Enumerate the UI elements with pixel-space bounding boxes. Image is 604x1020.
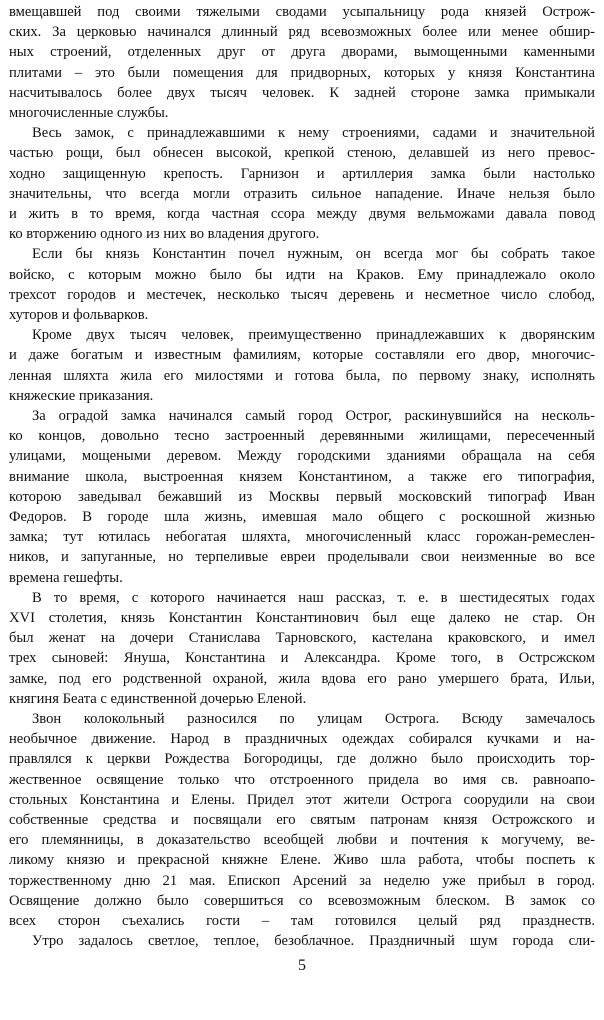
text-line: всех сторон съехались гости – там готовился целый ряд празднеств. xyxy=(9,913,595,929)
text-line: В то время, с которого начинается наш рассказ, т. е. в шестидесятых годах xyxy=(32,589,595,606)
text-line: внимание школа, выстроенная князем Константином, а также его типография, xyxy=(9,468,595,485)
text-line: замка; тут ютилась небогатая шляхта, многочисленный класс горожан-ремеслен- xyxy=(9,529,595,546)
text-line: хуторов и фольварков. xyxy=(9,307,149,323)
text-line: Звон колокольный разносился по улицам Острога. Всюду замечалось xyxy=(32,711,595,727)
text-line: войско, с которым можно было бы идти на Краков. Ему принадлежало около xyxy=(9,266,595,283)
page-number: 5 xyxy=(298,957,306,975)
text-line: княгиня Беата с единственной дочерью Еленой. xyxy=(9,690,307,707)
text-line: насчитывалось более двух тысяч человек. К задней стороне замка примыкали xyxy=(9,84,595,101)
text-line: жественное освящение только что отстроенного придела во имя св. равноапо- xyxy=(9,771,595,788)
text-line: многочисленные службы. xyxy=(9,105,169,121)
text-line: и жить в то время, когда частная ссора между двумя вельможами давала повод xyxy=(9,206,595,222)
text-line: стольных Константина и Елены. Придел этот жители Острога соорудили на свои xyxy=(9,791,595,808)
text-line: торжественному дню 21 мая. Епископ Арсений за неделю уже прибыл в город. xyxy=(9,872,595,889)
text-line: замке, под его родственной охраной, жила вдова его рано умершего брата, Ильи, xyxy=(9,670,595,687)
text-line: Если бы князь Константин почел нужным, он всегда мог бы собрать такое xyxy=(32,246,595,263)
text-line: трехсот городов и местечек, несколько тысяч деревень и несметное число слобод, xyxy=(9,286,595,303)
text-line: Кроме двух тысяч человек, преимущественно принадлежавших к дворянским xyxy=(32,327,595,344)
text-line: времена гешефты. xyxy=(9,569,123,586)
text-line: Освящение должно было совершиться со всевозможным блеском. В замок со xyxy=(9,892,595,909)
text-line: его племянницы, в доказательство всеобщей любви и почтения к могучему, ве- xyxy=(9,832,595,849)
text-line: Федоров. В городе шла жизнь, имевшая мало общего с роскошной жизнью xyxy=(9,509,595,525)
text-line: которою заведывал бежавший из Москвы первый московский типограф Иван xyxy=(9,488,595,505)
text-line: ко вторжению одного из них во владения другого. xyxy=(9,226,320,243)
text-line: За оградой замка начинался самый город Острог, раскинувшийся на несколь- xyxy=(32,408,595,424)
text-line: значительны, что всегда могли отразить сильное нападение. Иначе нельзя было xyxy=(9,185,595,202)
book-page xyxy=(9,0,595,1020)
text-line: XVI столетия, князь Константин Константинович был еще далеко не стар. Он xyxy=(9,610,595,626)
text-line: княжеские приказания. xyxy=(9,387,154,404)
text-line: необычное движение. Народ в праздничных одеждах собирался кучками и на- xyxy=(9,731,595,748)
text-line: правлялся к церкви Рождества Богородицы, где должно было происходить тор- xyxy=(9,751,595,768)
text-line: ликому князю и прекрасной княжне Елене. Живо шла работа, чтобы поспеть к xyxy=(9,852,595,869)
text-line: плитами – это были помещения для придворных, которых у князя Константина xyxy=(9,64,595,81)
text-line: ко концов, довольно тесно застроенный деревянными жилищами, пересеченный xyxy=(9,428,595,445)
text-line: трех сыновей: Януша, Константина и Александра. Кроме того, в Острсжском xyxy=(9,650,595,667)
text-line: вмещавшей под своими тяжелыми сводами усыпальницу рода князей Острож- xyxy=(9,4,595,20)
text-line: собственные средства и посвящали его святым патронам князя Острожского и xyxy=(9,812,595,828)
text-line: улицами, мощеными деревом. Между городскими зданиями обращала на себя xyxy=(9,448,595,465)
text-line: ских. За церковью начинался длинный ряд всевозможных более или менее обшир- xyxy=(9,24,595,41)
text-line: ных строений, отделенных друг от друга дворами, вымощенными каменными xyxy=(9,44,595,61)
text-line: ленная шляхта жила его милостями и готова была, по первому знаку, исполнять xyxy=(9,367,595,384)
text-line: ходно защищенную крепость. Гарнизон и артиллерия замка были настолько xyxy=(9,165,595,182)
text-line: Весь замок, с принадлежавшими к нему строениями, садами и значительной xyxy=(32,125,595,142)
text-line: был женат на дочери Станислава Тарновского, кастелана краковского, и имел xyxy=(9,630,595,647)
text-line: Утро задалось светлое, теплое, безоблачное. Праздничный шум города сли- xyxy=(32,933,595,950)
text-line: и даже богатым и известным фамилиям, которые составляли его двор, многочис- xyxy=(9,347,595,364)
text-line: ников, и запуганные, но терпеливые евреи проделывали свои неизменные во все xyxy=(9,549,595,566)
text-line: частью рощи, был обнесен высокой, крепкой стеною, делавшей из него превос- xyxy=(9,145,595,162)
